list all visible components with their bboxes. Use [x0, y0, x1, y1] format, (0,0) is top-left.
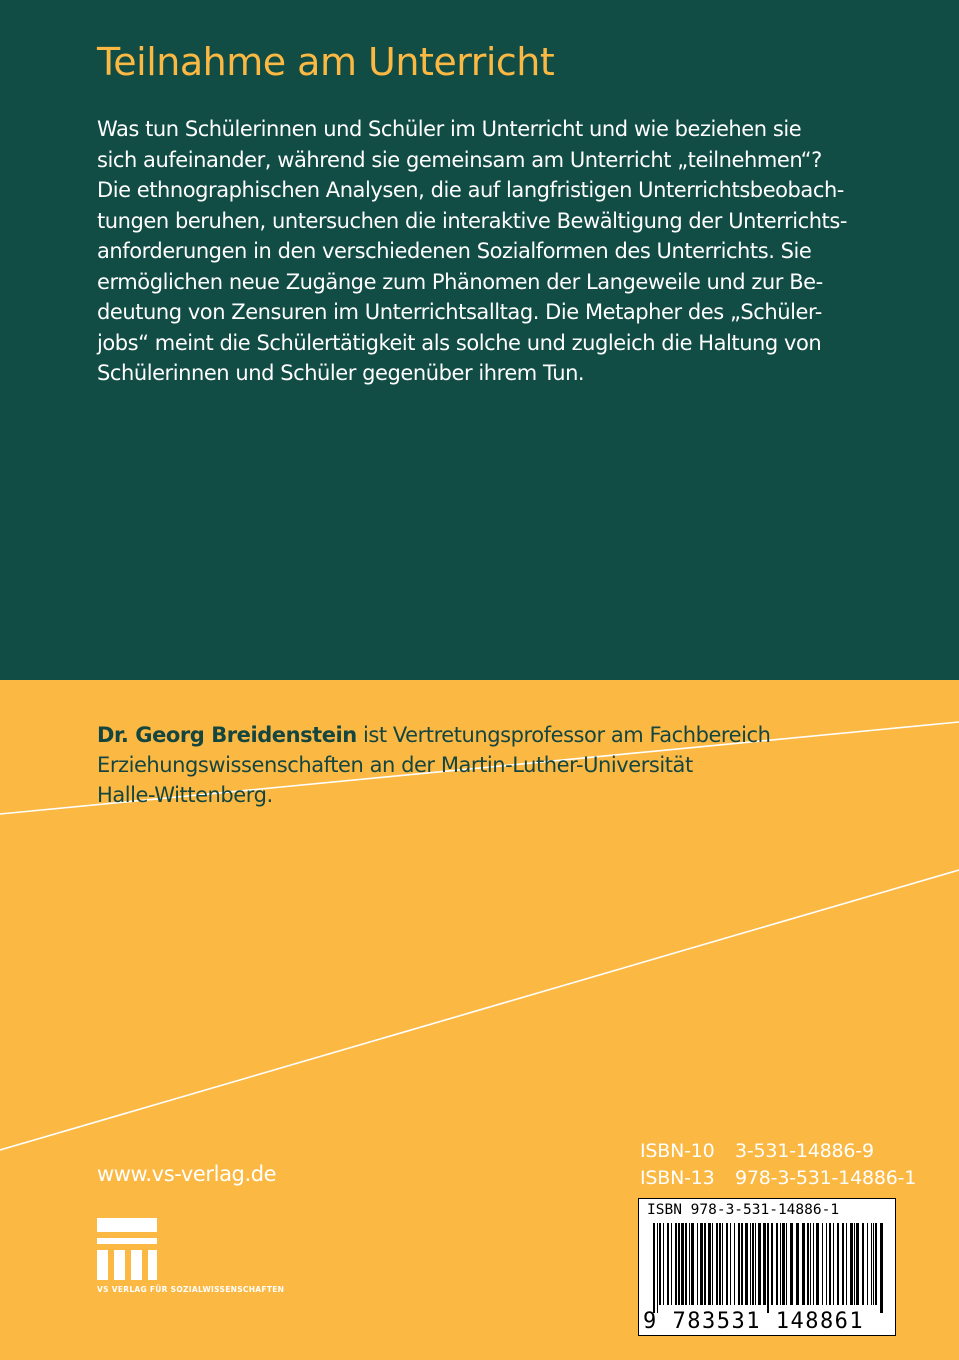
barcode-bar — [667, 1223, 669, 1305]
barcode-bar — [745, 1223, 748, 1305]
isbn10-label: ISBN-10 — [640, 1140, 715, 1162]
blurb-line: anforderungen in den verschiedenen Sozialformen des Unterrichts. Sie — [97, 239, 812, 263]
barcode-bar — [875, 1223, 877, 1305]
barcode-bar — [689, 1223, 690, 1305]
barcode-bar — [675, 1223, 677, 1305]
barcode-bar — [862, 1223, 864, 1305]
barcode-bar — [813, 1223, 814, 1305]
barcode-bar — [741, 1223, 743, 1305]
barcode-bar — [722, 1223, 723, 1305]
barcode-bar — [653, 1223, 655, 1313]
barcode-bar — [763, 1223, 766, 1305]
isbn13-row — [640, 1167, 916, 1189]
isbn13-value: 978-3-531-14886-1 — [735, 1167, 917, 1189]
barcode-bar — [846, 1223, 847, 1305]
barcode-bar — [691, 1223, 694, 1305]
barcode-bar — [867, 1223, 868, 1305]
isbn13-label: ISBN-13 — [640, 1167, 715, 1189]
barcode-bar — [829, 1223, 831, 1305]
barcode-bar — [837, 1223, 839, 1305]
barcode-bar — [671, 1223, 672, 1305]
isbn-barcode — [638, 1198, 896, 1336]
barcode-bar — [871, 1223, 872, 1305]
isbn10-value: 3-531-14886-9 — [735, 1140, 874, 1162]
barcode-bar — [782, 1223, 785, 1305]
barcode-bar — [685, 1223, 687, 1305]
book-title: Teilnahme am Unterricht — [97, 40, 555, 84]
barcode-bar — [776, 1223, 778, 1305]
barcode-bar — [712, 1223, 713, 1305]
publisher-website[interactable]: www.vs-verlag.de — [97, 1162, 277, 1186]
barcode-bar — [697, 1223, 698, 1305]
barcode-bar — [657, 1223, 658, 1313]
barcode-bar — [730, 1223, 731, 1305]
publisher-logo-icon — [97, 1218, 157, 1280]
barcode-bar — [802, 1223, 805, 1305]
barcode-bar — [681, 1223, 684, 1305]
publisher-name: VS VERLAG FÜR SOZIALWISSENSCHAFTEN — [97, 1285, 285, 1294]
barcode-bar — [678, 1223, 680, 1305]
barcode-bar — [810, 1223, 811, 1305]
barcode-bar — [833, 1223, 834, 1305]
barcode-bar — [659, 1223, 661, 1305]
barcode-bar — [755, 1223, 756, 1305]
barcode-bar — [780, 1223, 781, 1305]
barcode-bar — [822, 1223, 823, 1305]
barcode-bar — [790, 1223, 793, 1305]
deco-line-lower — [0, 870, 959, 1150]
barcode-bar — [767, 1223, 769, 1313]
author-name: Dr. Georg Breidenstein — [97, 723, 357, 747]
barcode-bar — [796, 1223, 799, 1305]
barcode-bar — [716, 1223, 718, 1305]
blurb-line: tungen beruhen, untersuchen die interaktive Bewältigung der Unterrichts- — [97, 208, 847, 233]
barcode-digits: 9 783531 148861 — [643, 1309, 865, 1334]
author-bio-line — [97, 720, 917, 750]
author-bio-line: Erziehungswissenschaften an der Martin-Luther-Universität — [97, 753, 693, 777]
barcode-bar — [738, 1223, 740, 1305]
barcode-bar — [663, 1223, 664, 1305]
barcode-bars-icon — [653, 1223, 885, 1313]
barcode-bar — [873, 1223, 874, 1305]
barcode-bar — [826, 1223, 827, 1305]
barcode-bar — [750, 1223, 751, 1305]
barcode-bar — [807, 1223, 809, 1305]
blurb-line: Die ethnographischen Analysen, die auf langfristigen Unterrichtsbeobach- — [97, 178, 844, 202]
barcode-bar — [880, 1223, 883, 1313]
blurb-line: sich aufeinander, während sie gemeinsam am Unterricht „teilnehmen“? — [97, 147, 822, 172]
barcode-bar — [708, 1223, 711, 1305]
book-blurb — [97, 114, 927, 389]
barcode-bar — [786, 1223, 787, 1305]
barcode-bar — [758, 1223, 761, 1305]
barcode-bar — [816, 1223, 819, 1305]
barcode-bar — [734, 1223, 735, 1305]
author-bio-text: ist Vertretungsprofessor am Fachbereich — [356, 723, 771, 747]
author-bio — [97, 720, 917, 810]
barcode-bar — [726, 1223, 728, 1305]
barcode-isbn-text: ISBN 978-3-531-14886-1 — [647, 1202, 840, 1218]
barcode-bar — [771, 1223, 773, 1305]
blurb-line: jobs“ meint die Schülertätigkeit als solche und zugleich die Haltung von — [97, 330, 822, 355]
isbn10-row — [640, 1140, 874, 1162]
barcode-bar — [752, 1223, 754, 1305]
barcode-bar — [854, 1223, 855, 1305]
barcode-bar — [850, 1223, 853, 1305]
barcode-bar — [719, 1223, 721, 1305]
author-bio-line: Halle-Wittenberg. — [97, 783, 273, 807]
barcode-bar — [856, 1223, 859, 1305]
barcode-bar — [842, 1223, 844, 1305]
barcode-bar — [704, 1223, 706, 1305]
blurb-line: Was tun Schülerinnen und Schüler im Unterricht und wie beziehen sie — [97, 117, 802, 141]
blurb-line: deutung von Zensuren im Unterrichtsalltag. Die Metapher des „Schüler- — [97, 300, 822, 324]
blurb-line: Schülerinnen und Schüler gegenüber ihrem Tun. — [97, 361, 585, 385]
barcode-bar — [700, 1223, 703, 1305]
blurb-line: ermöglichen neue Zugänge zum Phänomen der Langeweile und zur Be- — [97, 269, 823, 294]
